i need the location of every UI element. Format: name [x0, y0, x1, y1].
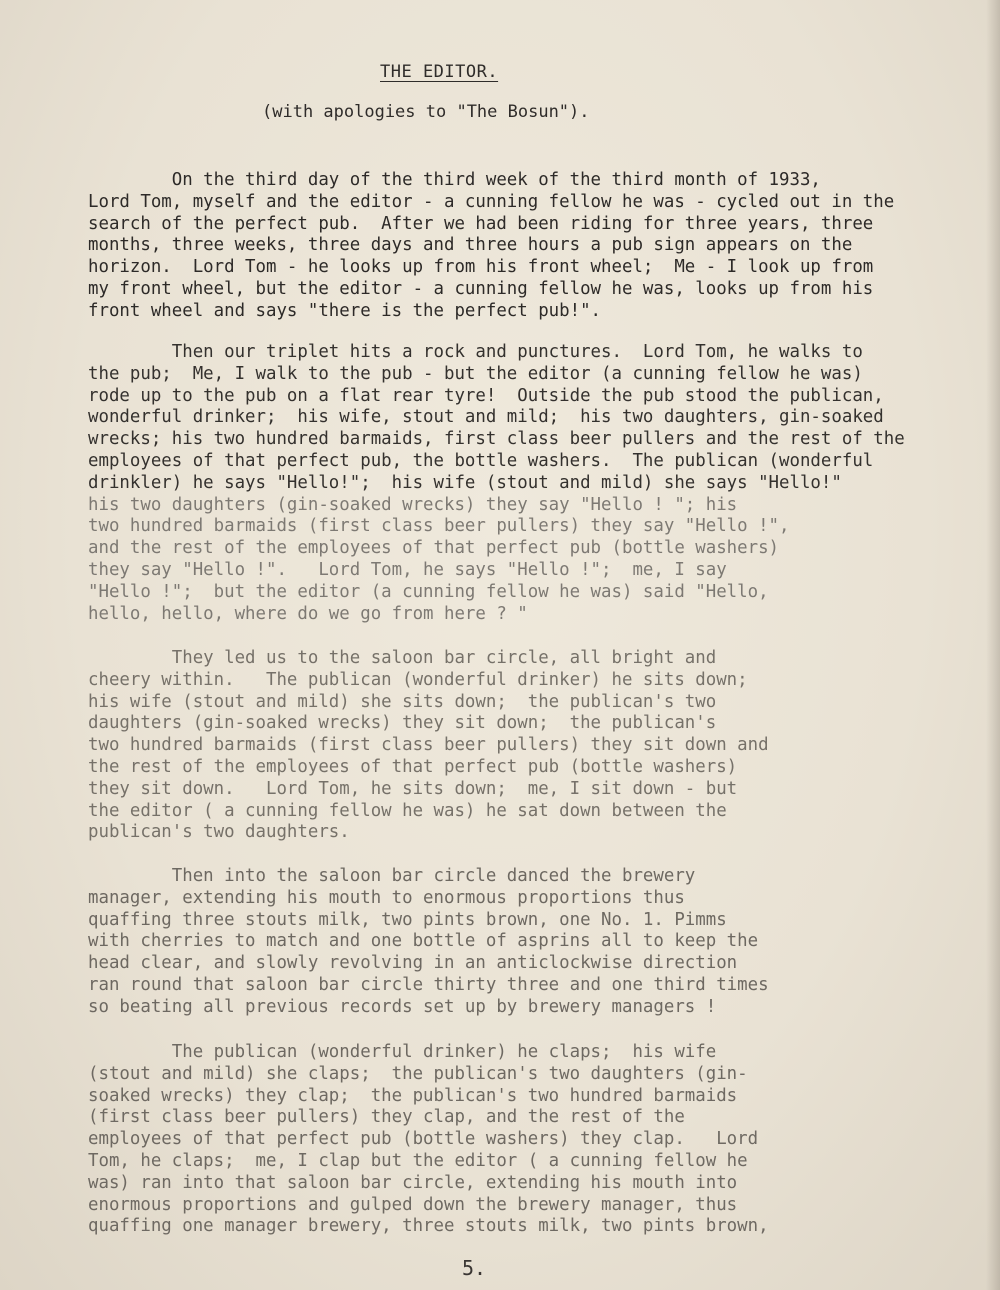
text-line: two hundred barmaids (first class beer pullers) they sit down and — [88, 735, 769, 756]
page-subtitle: (with apologies to "The Bosun"). — [262, 102, 590, 122]
text-line: On the third day of the third week of the third month of 1933, — [88, 170, 821, 190]
text-line: front wheel and says "there is the perfect pub!". — [88, 300, 602, 321]
text-line: two hundred barmaids (first class beer pullers) they say "Hello !", — [88, 516, 790, 537]
text-line: employees of that perfect pub, the bottle washers. The publican (wonderful — [88, 450, 874, 471]
text-line: with cherries to match and one bottle of asprins all to keep the — [88, 931, 759, 952]
paragraph-4 — [88, 866, 769, 1019]
text-line: they say "Hello !". Lord Tom, he says "Hello !"; me, I say — [88, 559, 727, 580]
text-line: horizon. Lord Tom - he looks up from his front wheel; Me - I look up from — [88, 257, 874, 278]
text-line: Then our triplet hits a rock and punctures. Lord Tom, he walks to — [88, 342, 863, 362]
text-line: manager, extending his mouth to enormous proportions thus — [88, 887, 685, 908]
paragraph-3 — [88, 648, 769, 844]
text-line: Tom, he claps; me, I clap but the editor ( a cunning fellow he — [88, 1150, 748, 1171]
text-line: and the rest of the employees of that perfect pub (bottle washers) — [88, 538, 780, 559]
text-line: wrecks; his two hundred barmaids, first class beer pullers and the rest of the — [88, 429, 905, 450]
page-edge-shadow — [986, 0, 1000, 1290]
text-line: employees of that perfect pub (bottle washers) they clap. Lord — [88, 1129, 759, 1150]
text-line: "Hello !"; but the editor (a cunning fellow he was) said "Hello, — [88, 581, 769, 602]
page-number: 5. — [462, 1256, 487, 1280]
text-line: they sit down. Lord Tom, he sits down; me, I sit down - but — [88, 778, 738, 799]
text-line: quaffing one manager brewery, three stouts milk, two pints brown, — [88, 1216, 769, 1237]
text-line: cheery within. The publican (wonderful drinker) he sits down; — [88, 669, 748, 690]
text-line: the pub; Me, I walk to the pub - but the editor (a cunning fellow he was) — [88, 363, 863, 384]
text-line: daughters (gin-soaked wrecks) they sit down; the publican's — [88, 713, 717, 734]
text-line: (first class beer pullers) they clap, and the rest of the — [88, 1107, 685, 1128]
text-line: my front wheel, but the editor - a cunning fellow he was, looks up from his — [88, 278, 874, 299]
text-line: months, three weeks, three days and three hours a pub sign appears on the — [88, 235, 853, 256]
text-line: enormous proportions and gulped down the brewery manager, thus — [88, 1194, 738, 1215]
text-line: rode up to the pub on a flat rear tyre! Outside the pub stood the publican, — [88, 385, 884, 406]
text-line: search of the perfect pub. After we had been riding for three years, three — [88, 213, 874, 234]
text-line: so beating all previous records set up by brewery managers ! — [88, 996, 717, 1017]
text-line: his wife (stout and mild) she sits down; the publican's two — [88, 691, 717, 712]
text-line: (stout and mild) she claps; the publican's two daughters (gin- — [88, 1063, 748, 1084]
text-line: quaffing three stouts milk, two pints brown, one No. 1. Pimms — [88, 909, 727, 930]
text-line: the rest of the employees of that perfect pub (bottle washers) — [88, 756, 738, 777]
text-line: drinkler) he says "Hello!"; his wife (stout and mild) she says "Hello!" — [88, 472, 842, 493]
paragraph-5 — [88, 1042, 769, 1238]
text-line: hello, hello, where do we go from here ? " — [88, 603, 528, 624]
text-line: soaked wrecks) they clap; the publican's two hundred barmaids — [88, 1085, 738, 1106]
text-line: Then into the saloon bar circle danced the brewery — [88, 866, 696, 886]
paragraph-1 — [88, 170, 894, 323]
text-line: ran round that saloon bar circle thirty three and one third times — [88, 974, 769, 995]
text-line: Lord Tom, myself and the editor - a cunning fellow he was - cycled out in the — [88, 191, 895, 212]
page-title: THE EDITOR. — [380, 62, 499, 82]
text-line: publican's two daughters. — [88, 822, 350, 843]
text-line: his two daughters (gin-soaked wrecks) they say "Hello ! "; his — [88, 494, 738, 515]
text-line: the editor ( a cunning fellow he was) he sat down between the — [88, 800, 727, 821]
text-line: was) ran into that saloon bar circle, extending his mouth into — [88, 1172, 738, 1193]
text-line: They led us to the saloon bar circle, all bright and — [88, 648, 717, 668]
text-line: head clear, and slowly revolving in an anticlockwise direction — [88, 953, 738, 974]
text-line: wonderful drinker; his wife, stout and mild; his two daughters, gin-soaked — [88, 407, 884, 428]
text-line: The publican (wonderful drinker) he claps; his wife — [88, 1042, 717, 1062]
paragraph-2 — [88, 342, 905, 625]
